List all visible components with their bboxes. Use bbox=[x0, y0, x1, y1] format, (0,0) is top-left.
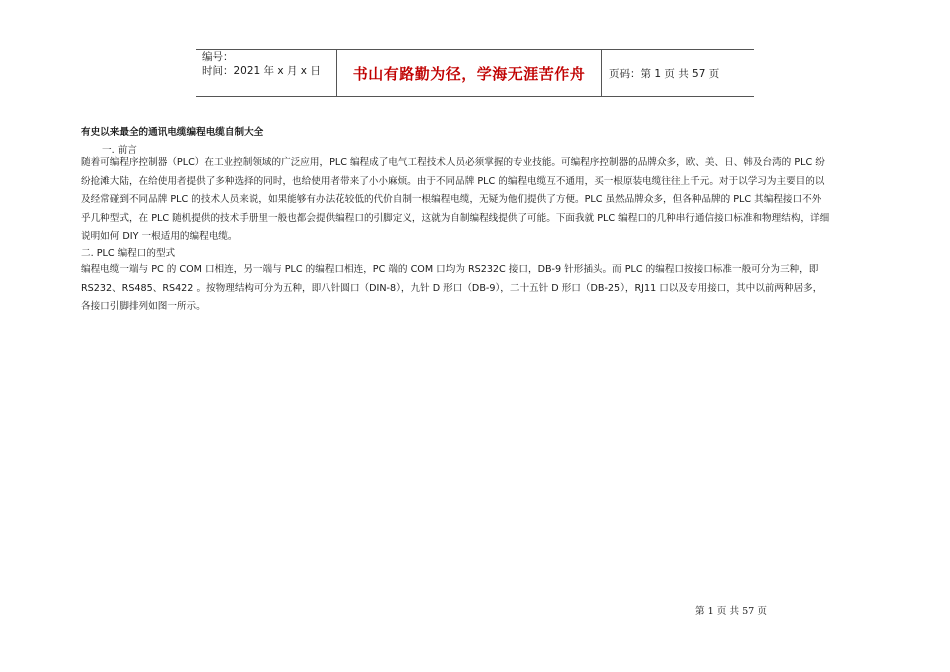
plc-port-paragraph bbox=[81, 261, 871, 317]
header-motto: 书山有路勤为径，学海无涯苦作舟 bbox=[337, 50, 602, 96]
header-meta-cell bbox=[196, 50, 337, 96]
document-title: 有史以来最全的通讯电缆编程电缆自制大全 bbox=[81, 127, 264, 138]
paragraph-line: 纷抢滩大陆，在给使用者提供了多种选择的同时，也给使用者带来了小小麻烦。由于不同品牌 PLC 的编程电缆互不通用，买一根原装电缆往往上千元。对于以学习为主要目的以 bbox=[81, 175, 825, 187]
section-heading-plc-port-types: 二. PLC 编程口的型式 bbox=[81, 248, 176, 259]
paragraph-line: 及经常碰到不同品牌 PLC 的技术人员来说，如果能够有办法花较低的代价自制一根编程电缆，无疑为他们提供了方便。PLC 虽然品牌众多，但各种品牌的 PLC 其编程接口不外 bbox=[81, 194, 822, 206]
paragraph-line: 乎几种型式，在 PLC 随机提供的技术手册里一般也都会提供编程口的引脚定义，这就为自制编程线提供了可能。下面我就 PLC 编程口的几种串行通信接口标准和物理结构，详细 bbox=[81, 212, 830, 224]
section-heading-preface: 一. 前言 bbox=[102, 145, 137, 156]
paragraph-line: 各接口引脚排列如图一所示。 bbox=[81, 301, 206, 313]
document-header bbox=[196, 49, 754, 97]
document-number-label: 编号： bbox=[202, 51, 234, 63]
page-footer: 第 1 页 共 57 页 bbox=[695, 606, 767, 617]
paragraph-line: 随着可编程序控制器（PLC）在工业控制领域的广泛应用，PLC 编程成了电气工程技术人员必须掌握的专业技能。可编程序控制器的品牌众多，欧、美、日、韩及台湾的 PLC 纷 bbox=[81, 157, 825, 168]
paragraph-line: 编程电缆一端与 PC 的 COM 口相连，另一端与 PLC 的编程口相连，PC 端的 COM 口均为 RS232C 接口，DB-9 针形插头。而 PLC 的编程口按接口标准一般可分为三种，即 bbox=[81, 264, 819, 275]
paragraph-line: 说明如何 DIY 一根适用的编程电缆。 bbox=[81, 231, 238, 243]
header-page-number: 页码：第 1 页 共 57 页 bbox=[609, 67, 720, 80]
document-date: 时间：2021 年 x 月 x 日 bbox=[202, 65, 321, 77]
paragraph-line: RS232、RS485、RS422 。按物理结构可分为五种，即八针圆口（DIN-8），九针 D 形口（DB-9），二十五针 D 形口（DB-25），RJ11 口以及专用接口，其中以前两种居多， bbox=[81, 282, 823, 294]
preface-paragraph bbox=[81, 154, 871, 247]
